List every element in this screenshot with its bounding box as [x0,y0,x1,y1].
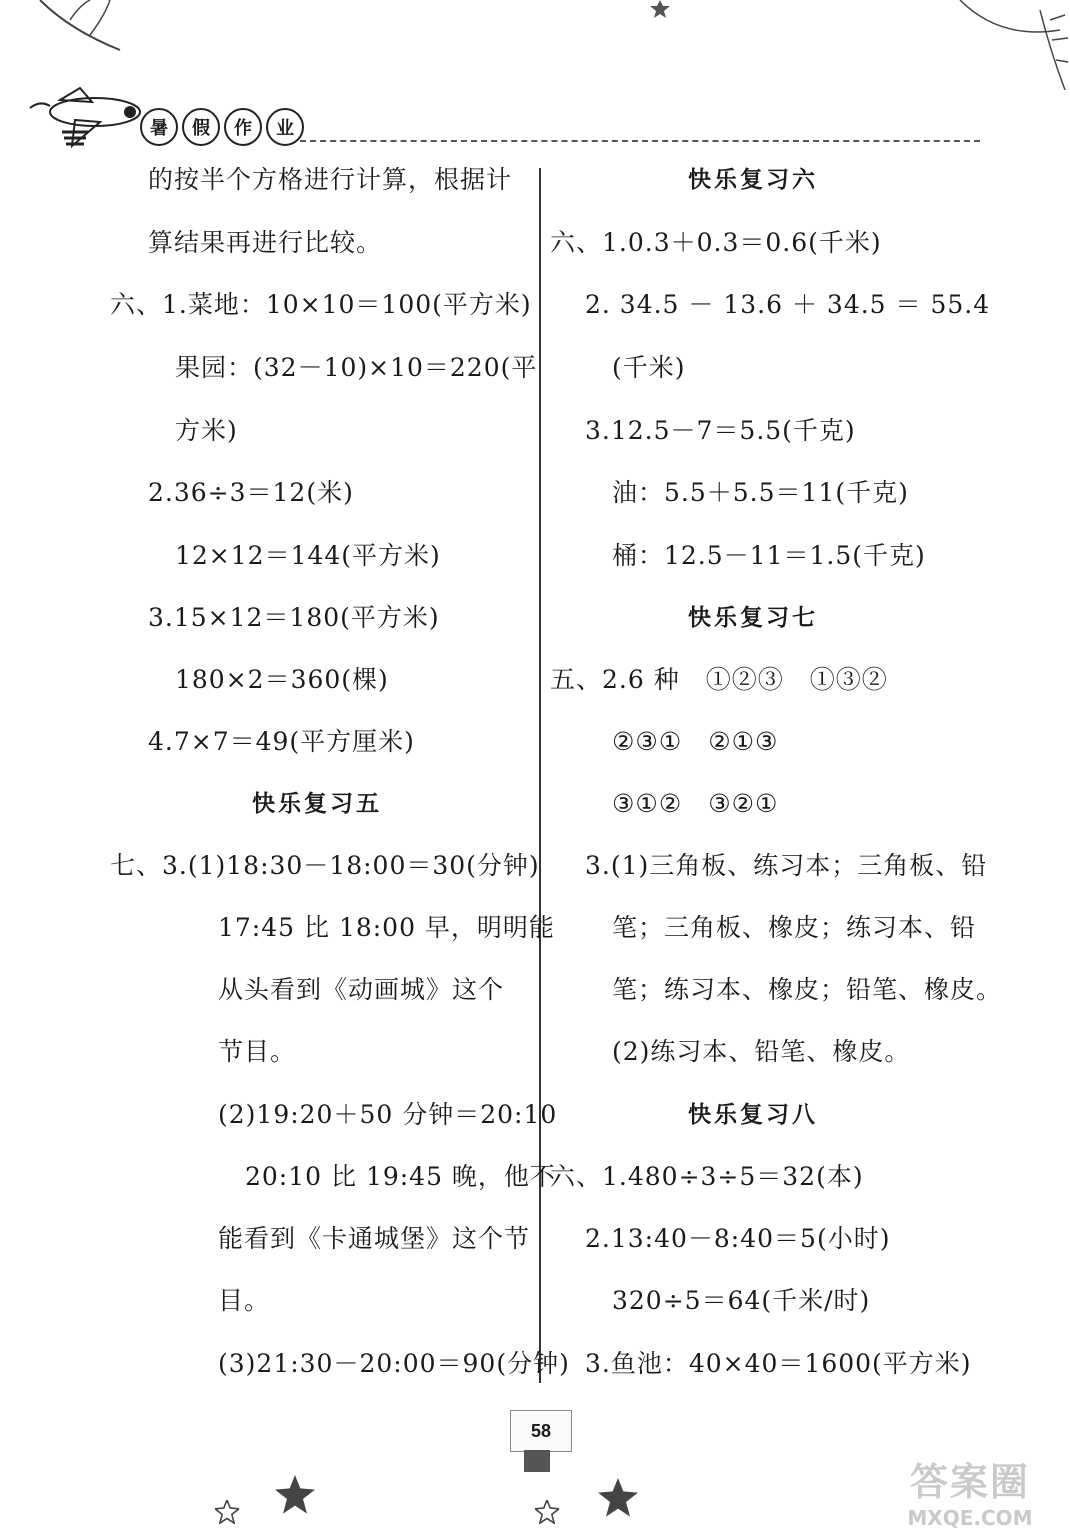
header-title-char: 业 [266,108,304,146]
answer-line: 算结果再进行比较。 [148,228,383,257]
branch-decoration-top-left [30,0,150,70]
answer-line: (3)21:30－20:00＝90(分钟) [218,1349,570,1378]
answer-line: ③①② ③②① [612,789,779,818]
answer-line: 3.(1)三角板、练习本；三角板、铅 [585,851,988,880]
answer-line: 节目。 [218,1037,297,1066]
answer-line: 笔；三角板、橡皮；练习本、铅 [612,913,977,942]
answer-line: 能看到《卡通城堡》这个节 [218,1224,531,1253]
header-dashed-rule [300,140,980,142]
answer-line: 2. 34.5 － 13.6 ＋ 34.5 ＝ 55.4 [585,290,991,319]
star-decoration-bottom-right [598,1478,638,1518]
answer-line: 2.36÷3＝12(米) [148,478,354,507]
answer-line: 3.鱼池：40×40＝1600(平方米) [585,1349,972,1378]
answer-line: ②③① ②①③ [612,727,779,756]
answer-line: 五、2.6 种 ①②③ ①③② [550,665,888,694]
column-divider [539,168,541,1383]
header-title-char: 假 [182,108,220,146]
answer-line: 4.7×7＝49(平方厘米) [148,727,415,756]
header-title-char: 作 [224,108,262,146]
star-decoration-bottom-left [275,1475,315,1515]
answer-line: 六、1.菜地：10×10＝100(平方米) [110,290,532,319]
section-heading: 快乐复习七 [688,605,818,631]
answer-line: 3.15×12＝180(平方米) [148,603,440,632]
answer-line: 320÷5＝64(千米/时) [612,1286,871,1315]
watermark-url: MXQE.COM [907,1505,1033,1530]
star-decoration-bottom-small [215,1500,239,1524]
answer-line: 桶：12.5－11＝1.5(千克) [612,541,926,570]
answer-line: (2)19:20＋50 分钟＝20:10 [218,1100,558,1129]
answer-line: 3.12.5－7＝5.5(千克) [585,416,856,445]
branch-decoration-top-right [940,0,1070,110]
section-heading: 快乐复习五 [252,791,382,817]
header-title-char: 暑 [140,108,178,146]
answer-line: 从头看到《动画城》这个 [218,975,505,1004]
answer-line: 12×12＝144(平方米) [175,541,441,570]
answer-line: 180×2＝360(棵) [175,665,389,694]
answer-line: 方米) [175,416,238,445]
answer-line: 2.13:40－8:40＝5(小时) [585,1224,891,1253]
answer-line: 果园：(32－10)×10＝220(平 [175,353,538,382]
site-watermark [880,1450,1060,1530]
watermark-logo-text: 答案圈 [909,1459,1030,1504]
answer-line: (2)练习本、铅笔、橡皮。 [612,1037,911,1066]
answer-line: 目。 [218,1286,271,1315]
section-heading: 快乐复习八 [688,1102,818,1128]
answer-line: 六、1.480÷3÷5＝32(本) [550,1162,864,1191]
page-number-tab [524,1450,550,1472]
answer-line: 七、3.(1)18:30－18:00＝30(分钟) [110,851,540,880]
star-decoration-bottom-center [535,1500,559,1524]
header-title-badges [140,108,304,146]
answer-line: 油：5.5＋5.5＝11(千克) [612,478,909,507]
answer-line: 六、1.0.3＋0.3＝0.6(千米) [550,228,882,257]
answer-line: 笔；练习本、橡皮；铅笔、橡皮。 [612,975,1003,1004]
answer-line: (千米) [612,353,686,382]
answer-line: 20:10 比 19:45 晚，他不 [245,1162,556,1191]
answer-line: 的按半个方格进行计算，根据计 [148,165,513,194]
section-heading: 快乐复习六 [688,167,818,193]
star-decoration-top [645,0,675,18]
page-number: 58 [510,1410,572,1452]
answer-line: 17:45 比 18:00 早，明明能 [218,913,555,942]
